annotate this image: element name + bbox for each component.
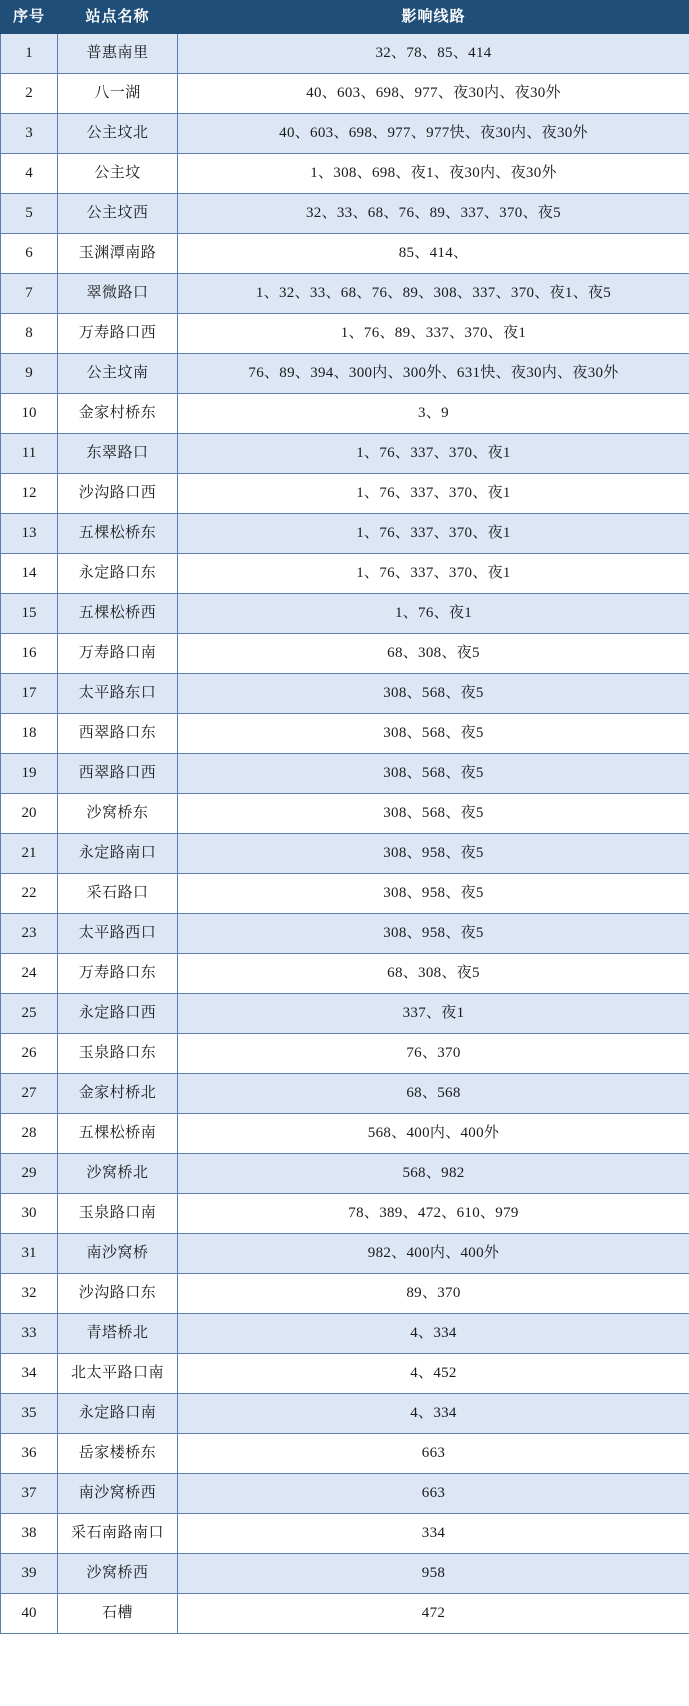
cell-station-name: 永定路口东 xyxy=(58,554,178,594)
cell-affected-routes: 958 xyxy=(178,1554,689,1594)
cell-affected-routes: 337、夜1 xyxy=(178,994,689,1034)
table-row xyxy=(1,314,689,354)
table-row xyxy=(1,1154,689,1194)
column-header-station: 站点名称 xyxy=(58,1,178,34)
cell-affected-routes: 32、78、85、414 xyxy=(178,34,689,74)
cell-station-name: 翠微路口 xyxy=(58,274,178,314)
cell-index: 33 xyxy=(1,1314,58,1354)
cell-affected-routes: 308、568、夜5 xyxy=(178,754,689,794)
cell-index: 34 xyxy=(1,1354,58,1394)
cell-affected-routes: 1、76、89、337、370、夜1 xyxy=(178,314,689,354)
table-row xyxy=(1,1474,689,1514)
cell-affected-routes: 68、568 xyxy=(178,1074,689,1114)
table-row xyxy=(1,954,689,994)
cell-affected-routes: 472 xyxy=(178,1594,689,1634)
cell-affected-routes: 568、982 xyxy=(178,1154,689,1194)
cell-index: 32 xyxy=(1,1274,58,1314)
cell-affected-routes: 568、400内、400外 xyxy=(178,1114,689,1154)
cell-station-name: 岳家楼桥东 xyxy=(58,1434,178,1474)
cell-affected-routes: 76、370 xyxy=(178,1034,689,1074)
cell-index: 18 xyxy=(1,714,58,754)
table-row xyxy=(1,74,689,114)
cell-station-name: 五棵松桥南 xyxy=(58,1114,178,1154)
cell-affected-routes: 1、76、夜1 xyxy=(178,594,689,634)
table-row xyxy=(1,1234,689,1274)
table-row xyxy=(1,634,689,674)
cell-index: 31 xyxy=(1,1234,58,1274)
cell-station-name: 采石路口 xyxy=(58,874,178,914)
cell-index: 16 xyxy=(1,634,58,674)
cell-station-name: 永定路口西 xyxy=(58,994,178,1034)
cell-station-name: 金家村桥北 xyxy=(58,1074,178,1114)
cell-index: 24 xyxy=(1,954,58,994)
column-header-routes: 影响线路 xyxy=(178,1,689,34)
cell-affected-routes: 308、958、夜5 xyxy=(178,874,689,914)
cell-affected-routes: 308、568、夜5 xyxy=(178,674,689,714)
cell-station-name: 玉泉路口南 xyxy=(58,1194,178,1234)
table-row xyxy=(1,154,689,194)
cell-index: 40 xyxy=(1,1594,58,1634)
cell-affected-routes: 40、603、698、977、977快、夜30内、夜30外 xyxy=(178,114,689,154)
table-row xyxy=(1,1554,689,1594)
cell-affected-routes: 76、89、394、300内、300外、631快、夜30内、夜30外 xyxy=(178,354,689,394)
table-row xyxy=(1,274,689,314)
cell-index: 5 xyxy=(1,194,58,234)
cell-affected-routes: 1、76、337、370、夜1 xyxy=(178,514,689,554)
cell-index: 17 xyxy=(1,674,58,714)
cell-index: 8 xyxy=(1,314,58,354)
table-row xyxy=(1,794,689,834)
cell-index: 28 xyxy=(1,1114,58,1154)
table-row xyxy=(1,114,689,154)
column-header-index: 序号 xyxy=(1,1,58,34)
table-row xyxy=(1,754,689,794)
table-header xyxy=(1,1,689,34)
cell-affected-routes: 1、32、33、68、76、89、308、337、370、夜1、夜5 xyxy=(178,274,689,314)
cell-index: 6 xyxy=(1,234,58,274)
table-row xyxy=(1,1114,689,1154)
cell-index: 29 xyxy=(1,1154,58,1194)
cell-index: 19 xyxy=(1,754,58,794)
cell-index: 2 xyxy=(1,74,58,114)
table-row xyxy=(1,914,689,954)
table-row xyxy=(1,1394,689,1434)
cell-affected-routes: 1、76、337、370、夜1 xyxy=(178,554,689,594)
cell-station-name: 玉泉路口东 xyxy=(58,1034,178,1074)
table-row xyxy=(1,354,689,394)
cell-affected-routes: 68、308、夜5 xyxy=(178,634,689,674)
table-row xyxy=(1,834,689,874)
cell-index: 27 xyxy=(1,1074,58,1114)
cell-station-name: 普惠南里 xyxy=(58,34,178,74)
table-row xyxy=(1,1594,689,1634)
cell-index: 12 xyxy=(1,474,58,514)
cell-affected-routes: 68、308、夜5 xyxy=(178,954,689,994)
table-row xyxy=(1,1074,689,1114)
cell-station-name: 公主坟北 xyxy=(58,114,178,154)
cell-station-name: 万寿路口东 xyxy=(58,954,178,994)
cell-index: 11 xyxy=(1,434,58,474)
cell-station-name: 万寿路口西 xyxy=(58,314,178,354)
cell-affected-routes: 4、334 xyxy=(178,1314,689,1354)
cell-affected-routes: 308、568、夜5 xyxy=(178,714,689,754)
cell-station-name: 公主坟 xyxy=(58,154,178,194)
cell-station-name: 沙沟路口西 xyxy=(58,474,178,514)
cell-index: 13 xyxy=(1,514,58,554)
table-row xyxy=(1,714,689,754)
cell-index: 30 xyxy=(1,1194,58,1234)
cell-station-name: 太平路西口 xyxy=(58,914,178,954)
table-row xyxy=(1,474,689,514)
table-row xyxy=(1,554,689,594)
cell-station-name: 五棵松桥东 xyxy=(58,514,178,554)
table-row xyxy=(1,514,689,554)
cell-index: 38 xyxy=(1,1514,58,1554)
cell-affected-routes: 1、308、698、夜1、夜30内、夜30外 xyxy=(178,154,689,194)
table-row xyxy=(1,394,689,434)
cell-affected-routes: 1、76、337、370、夜1 xyxy=(178,474,689,514)
cell-station-name: 沙窝桥东 xyxy=(58,794,178,834)
cell-index: 20 xyxy=(1,794,58,834)
cell-index: 21 xyxy=(1,834,58,874)
cell-index: 14 xyxy=(1,554,58,594)
cell-station-name: 南沙窝桥 xyxy=(58,1234,178,1274)
cell-index: 15 xyxy=(1,594,58,634)
table-row xyxy=(1,1194,689,1234)
cell-station-name: 沙沟路口东 xyxy=(58,1274,178,1314)
cell-station-name: 玉渊潭南路 xyxy=(58,234,178,274)
cell-station-name: 万寿路口南 xyxy=(58,634,178,674)
cell-index: 39 xyxy=(1,1554,58,1594)
cell-station-name: 南沙窝桥西 xyxy=(58,1474,178,1514)
table-row xyxy=(1,434,689,474)
table-header-row xyxy=(1,1,689,34)
cell-affected-routes: 334 xyxy=(178,1514,689,1554)
cell-affected-routes: 40、603、698、977、夜30内、夜30外 xyxy=(178,74,689,114)
table-row xyxy=(1,1034,689,1074)
cell-index: 25 xyxy=(1,994,58,1034)
cell-station-name: 八一湖 xyxy=(58,74,178,114)
table-body xyxy=(1,34,689,1634)
cell-affected-routes: 663 xyxy=(178,1474,689,1514)
cell-station-name: 沙窝桥西 xyxy=(58,1554,178,1594)
cell-affected-routes: 1、76、337、370、夜1 xyxy=(178,434,689,474)
table-row xyxy=(1,1354,689,1394)
cell-index: 9 xyxy=(1,354,58,394)
cell-station-name: 永定路南口 xyxy=(58,834,178,874)
cell-index: 1 xyxy=(1,34,58,74)
table-row xyxy=(1,1514,689,1554)
cell-affected-routes: 89、370 xyxy=(178,1274,689,1314)
cell-station-name: 西翠路口西 xyxy=(58,754,178,794)
table-row xyxy=(1,194,689,234)
cell-affected-routes: 3、9 xyxy=(178,394,689,434)
cell-station-name: 东翠路口 xyxy=(58,434,178,474)
cell-index: 10 xyxy=(1,394,58,434)
cell-station-name: 青塔桥北 xyxy=(58,1314,178,1354)
cell-affected-routes: 32、33、68、76、89、337、370、夜5 xyxy=(178,194,689,234)
table-row xyxy=(1,594,689,634)
cell-index: 3 xyxy=(1,114,58,154)
cell-station-name: 西翠路口东 xyxy=(58,714,178,754)
cell-affected-routes: 982、400内、400外 xyxy=(178,1234,689,1274)
cell-station-name: 公主坟南 xyxy=(58,354,178,394)
cell-affected-routes: 78、389、472、610、979 xyxy=(178,1194,689,1234)
cell-affected-routes: 308、568、夜5 xyxy=(178,794,689,834)
cell-index: 23 xyxy=(1,914,58,954)
cell-index: 37 xyxy=(1,1474,58,1514)
table-row xyxy=(1,674,689,714)
cell-index: 36 xyxy=(1,1434,58,1474)
table-row xyxy=(1,1314,689,1354)
table-row xyxy=(1,874,689,914)
cell-station-name: 太平路东口 xyxy=(58,674,178,714)
cell-station-name: 永定路口南 xyxy=(58,1394,178,1434)
cell-station-name: 北太平路口南 xyxy=(58,1354,178,1394)
cell-affected-routes: 308、958、夜5 xyxy=(178,834,689,874)
cell-station-name: 沙窝桥北 xyxy=(58,1154,178,1194)
cell-station-name: 采石南路南口 xyxy=(58,1514,178,1554)
cell-index: 35 xyxy=(1,1394,58,1434)
cell-index: 7 xyxy=(1,274,58,314)
cell-index: 22 xyxy=(1,874,58,914)
cell-station-name: 金家村桥东 xyxy=(58,394,178,434)
table-row xyxy=(1,34,689,74)
table-row xyxy=(1,1434,689,1474)
cell-affected-routes: 85、414、 xyxy=(178,234,689,274)
cell-station-name: 公主坟西 xyxy=(58,194,178,234)
cell-affected-routes: 663 xyxy=(178,1434,689,1474)
table-row xyxy=(1,234,689,274)
cell-affected-routes: 4、334 xyxy=(178,1394,689,1434)
cell-affected-routes: 308、958、夜5 xyxy=(178,914,689,954)
cell-station-name: 石槽 xyxy=(58,1594,178,1634)
cell-affected-routes: 4、452 xyxy=(178,1354,689,1394)
table-row xyxy=(1,1274,689,1314)
cell-index: 4 xyxy=(1,154,58,194)
cell-station-name: 五棵松桥西 xyxy=(58,594,178,634)
table-row xyxy=(1,994,689,1034)
cell-index: 26 xyxy=(1,1034,58,1074)
